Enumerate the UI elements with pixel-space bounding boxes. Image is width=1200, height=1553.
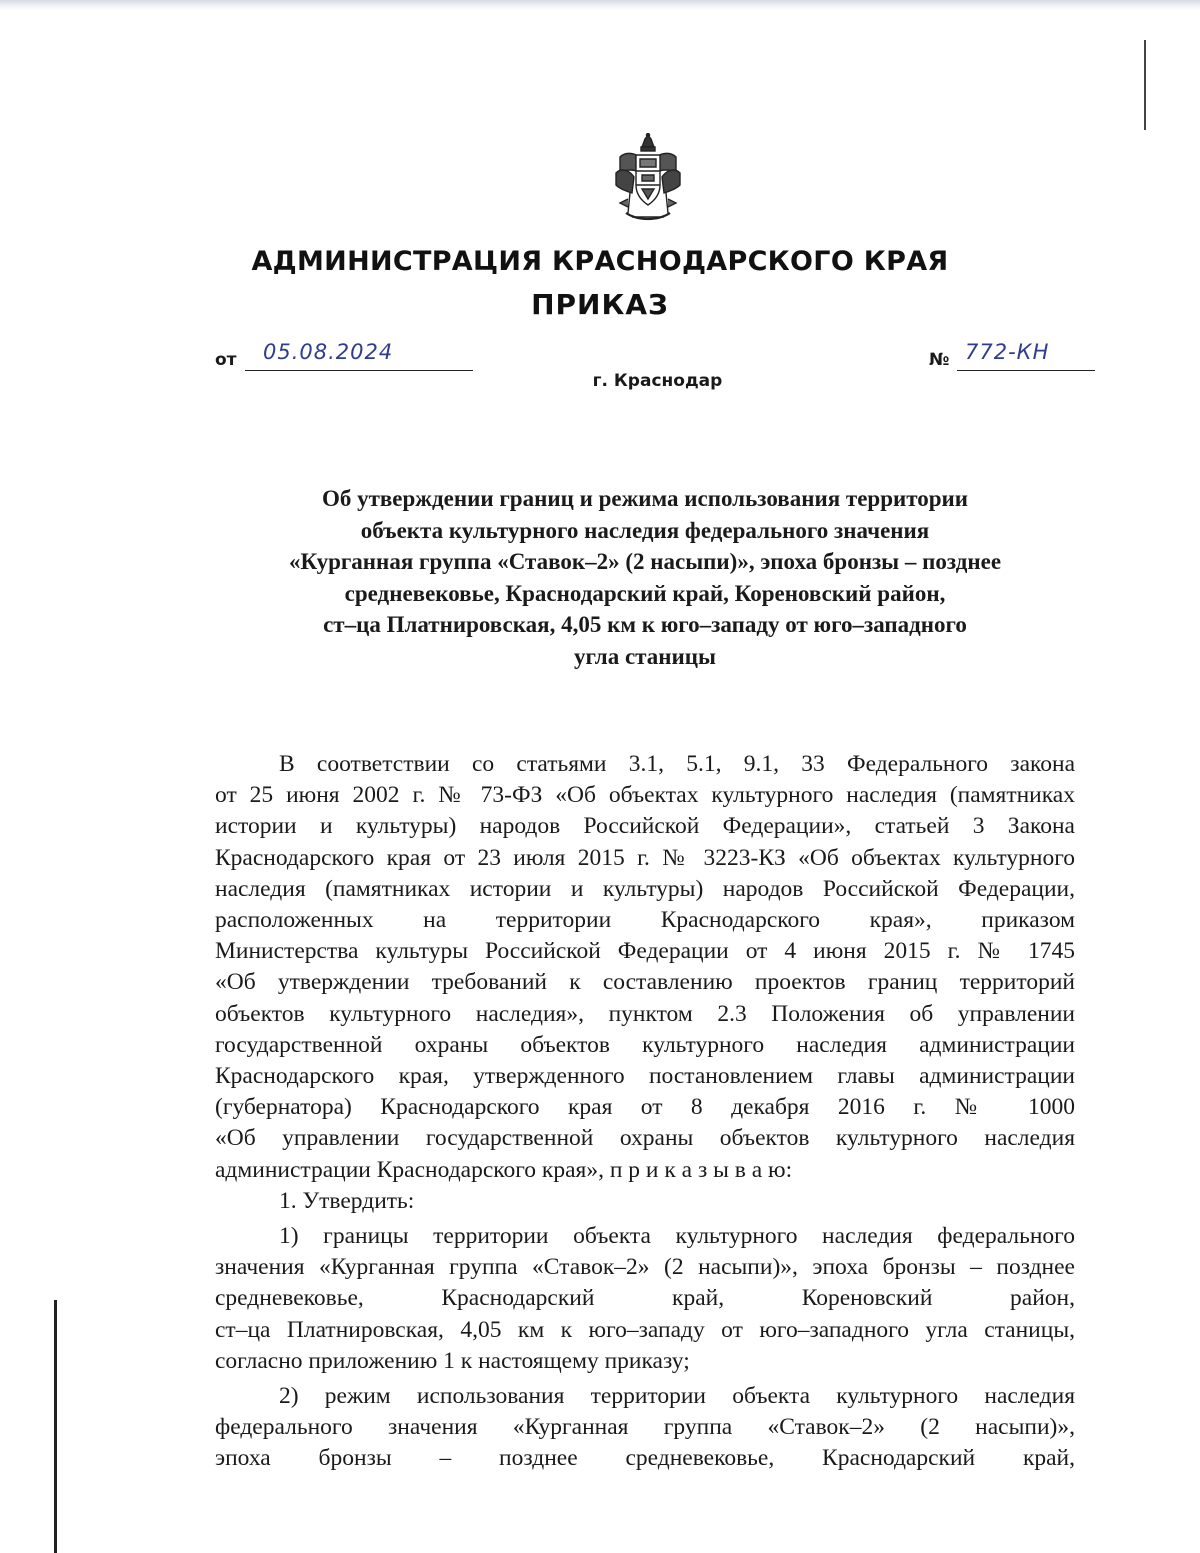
body-line: государственной охраны объектов культурного наследия администрации [215, 1031, 1075, 1058]
body-line: от 25 июня 2002 г. № 73-ФЗ «Об объектах культурного наследия (памятниках [215, 782, 1075, 809]
body-line: расположенных на территории Краснодарского края», приказом [215, 907, 1075, 934]
scan-top-shadow [0, 0, 1200, 10]
organization-title: АДМИНИСТРАЦИЯ КРАСНОДАРСКОГО КРАЯ [251, 246, 949, 277]
body-line: Краснодарского края от 23 июля 2015 г. № 3223-КЗ «Об объектах культурного [215, 844, 1075, 871]
subject-line: объекта культурного наследия федерального значения [360, 517, 930, 543]
body-line: 1. Утвердить: [279, 1187, 415, 1214]
document-body [215, 749, 1075, 1475]
body-line: «Об утверждении требований к составлению проектов границ территорий [215, 969, 1075, 996]
date-label: от [215, 350, 237, 370]
body-line: наследия (памятниках истории и культуры) народов Российской Федерации, [215, 875, 1075, 902]
body-line: объектов культурного наследия», пунктом 2.3 Положения об управлении [215, 1000, 1075, 1027]
body-line: администрации Краснодарского края», п р и к а з ы в а ю: [215, 1156, 793, 1183]
subject-line: «Курганная группа «Ставок–2» (2 насыпи)», эпоха бронзы – позднее [288, 549, 1002, 574]
body-line: истории и культуры) народов Российской Федерации», статьей 3 Закона [215, 813, 1075, 840]
number-value: 772-КН [965, 340, 1050, 364]
scan-edge-left [54, 1300, 57, 1553]
subject-line: Об утверждении границ и режима использования территории [321, 486, 969, 511]
body-line: согласно приложению 1 к настоящему приказу; [215, 1347, 690, 1374]
document-subject [215, 483, 1075, 672]
document-type-title: ПРИКАЗ [531, 288, 669, 321]
city-label: г. Краснодар [592, 371, 723, 391]
body-line: Краснодарского края, утвержденного постановлением главы администрации [215, 1063, 1075, 1090]
subject-line: угла станицы [574, 643, 716, 669]
body-line: Министерства культуры Российской Федерации от 4 июня 2015 г. № 1745 [215, 938, 1075, 965]
body-line: средневековье, Краснодарский край, Кореновский район, [215, 1285, 1075, 1312]
body-line: 2) режим использования территории объекта культурного наследия [279, 1383, 1075, 1410]
number-label: № [929, 350, 950, 370]
body-line: (губернатора) Краснодарского края от 8 декабря 2016 г. № 1000 [215, 1094, 1075, 1121]
subject-line: ст–ца Платнировская, 4,05 км к юго–западу от юго–западного [323, 612, 967, 637]
coat-of-arms-icon [612, 133, 684, 223]
number-underline [957, 370, 1095, 371]
body-line: ст–ца Платнировская, 4,05 км к юго–западу от юго–западного угла станицы, [215, 1316, 1075, 1343]
body-line: «Об управлении государственной охраны объектов культурного наследия [215, 1125, 1075, 1152]
date-value: 05.08.2024 [263, 340, 394, 364]
body-line: В соответствии со статьями 3.1, 5.1, 9.1, 33 Федерального закона [279, 751, 1075, 777]
subject-line: средневековье, Краснодарский край, Кореновский район, [344, 580, 946, 606]
body-line: эпоха бронзы – позднее средневековье, Краснодарский край, [215, 1445, 1075, 1472]
scan-edge-right [1144, 40, 1146, 130]
body-line: 1) границы территории объекта культурного наследия федерального [279, 1223, 1075, 1250]
body-line: значения «Курганная группа «Ставок–2» (2 насыпи)», эпоха бронзы – позднее [215, 1254, 1075, 1281]
body-line: федерального значения «Курганная группа «Ставок–2» (2 насыпи)», [215, 1414, 1075, 1441]
